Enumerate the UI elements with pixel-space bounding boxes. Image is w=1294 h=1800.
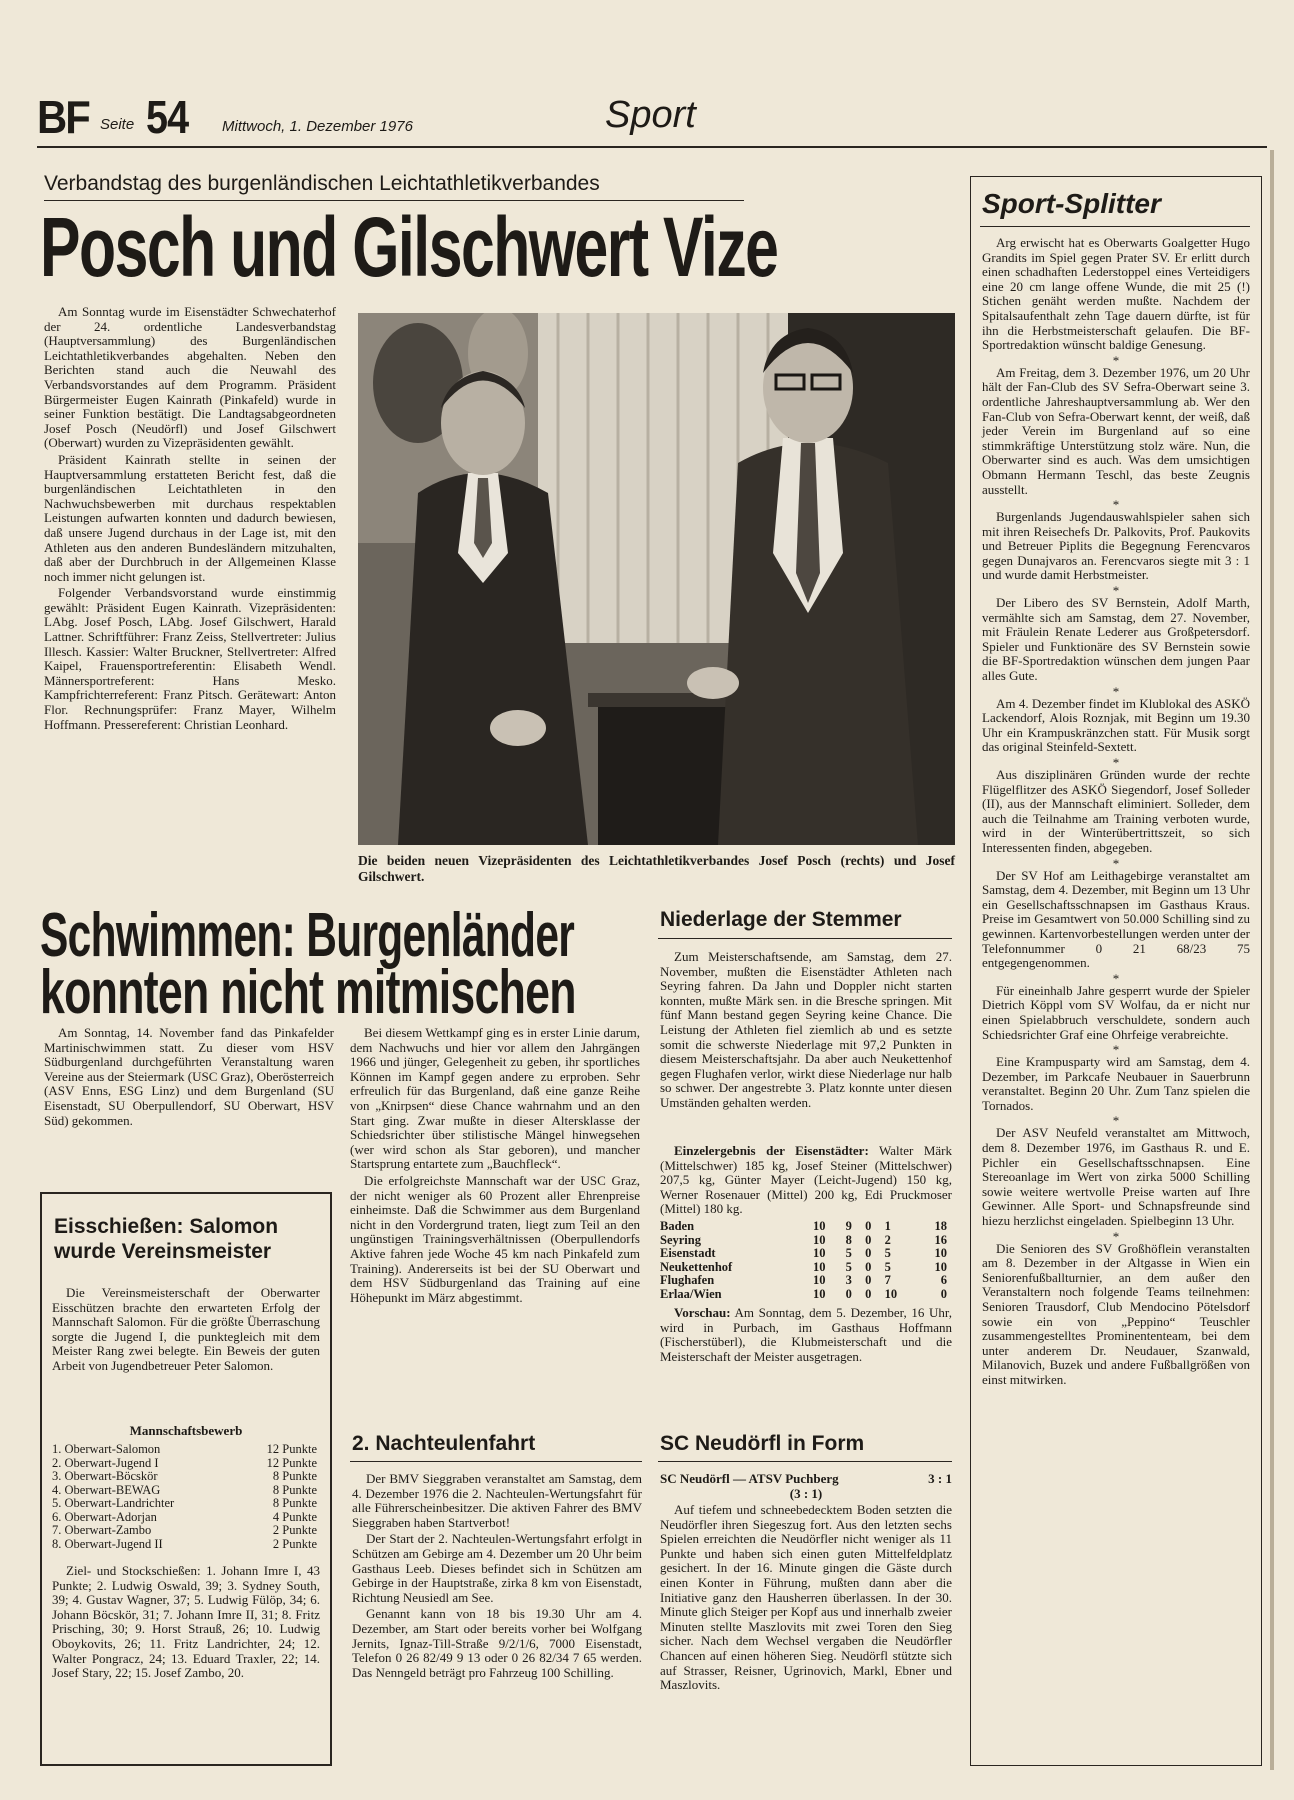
cell: 8 [845,1232,852,1247]
seite-label: Seite [100,116,135,133]
cell: 0 [845,1286,852,1301]
main-paragraph-1: Am Sonntag wurde im Eisenstädter Schwechaterhof der 24. ordentliche Landesverbandstag (Hauptversammlung) des Burgenländischen Leichtathletikverbandes abgehalten. Neben den Berichten stand auch die Neuwahl des Verbandsvorstandes auf dem Programm. Präsident Bürgermeister Eugen Kainrath (Pinkafeld) wurde in seiner Funktion bestätigt. Die Landtagsabgeordneten Josef Posch (Neudörfl) und Josef Gilschwert (Oberwart) wurden zu Vizepräsidenten gewählt. [44,304,336,451]
table-row [660,1234,950,1248]
cell: 6 [940,1273,947,1287]
cell: 1 [884,1219,891,1233]
logo: BF [37,92,89,144]
nachteulen-paragraph-3: Genannt kann von 18 bis 19.30 Uhr am 4. Dezember, am Start oder bereits vorher bei Wolfgang Jernits, Ignaz-Till-Straße 9/2/1/6, 7000 Eisenstadt, Telefon 0 26 82/49 9 13 oder 0 26 82/34 7 65 werden. Das Nenngeld beträgt pro Fahrzeug 100 Schilling. [352,1606,642,1680]
schwimmen-headline-1: Schwimmen: Burgenländer [40,901,575,970]
kicker: Verbandstag des burgenländischen Leichtathletikverbandes [44,172,600,195]
table-row [52,1484,320,1498]
table-row [52,1497,320,1511]
cell: 3 [845,1273,852,1287]
table-row [660,1274,950,1288]
schwimmen-paragraph-1: Am Sonntag, 14. November fand das Pinkafelder Martinischwimmen statt. Zu dieser vom HSV Südburgenland durchgeführten Veranstaltung waren Vereine aus der Steiermark (USC Graz), Oberösterreich (ASV Enns, ESG Linz) und dem Burgenland (SU Eisenstadt, SU Oberpullendorf, SU Oberwart, HSV Süd) gekommen. [44,1025,334,1128]
team-points: 8 Punkte [272,1496,317,1510]
splitter-item: Burgenlands Jugendauswahlspieler sahen sich mit ihren Reisechefs Dr. Palkovits, Prof. Paukovits und Betreuer Piplits die Begegnung Ferencvaros gegen Dunajvaros an. Ferencvaros siegte mit 3 : 1 und wurde damit Herbstmeister. [982,509,1250,583]
cell: 0 [865,1273,872,1287]
table-row [660,1288,950,1302]
team-name: 1. Oberwart-Salomon [52,1442,161,1456]
photo-illustration [358,313,955,845]
team-name: Baden [660,1219,695,1233]
separator-star: * [1112,855,1120,871]
cell: 10 [813,1246,826,1260]
separator-star: * [1112,970,1120,986]
page-number: 54 [146,92,189,144]
main-article-text [44,305,336,734]
main-paragraph-3: Folgender Verbandsvorstand wurde einstimmig gewählt: Präsident Eugen Kainrath. Vizepräsidenten: LAbg. Josef Posch, LAbg. Josef Gilschwert, Harald Lattner. Schriftführer: Franz Zeiss, Stellvertreter: Julius Illesch. Kassier: Walter Bruckner, Stellvertreter: Alfred Kaipel, Frauensportreferentin: Elisabeth Wendl. Männersportreferent: Hans Mesko. Kampfrichterreferent: Franz Pitsch. Gerätewart: Anton Flor. Rechnungsprüfer: Franz Mayer, Wilhelm Hoffmann. Pressereferent: Christian Leonhard. [44,585,336,732]
splitter-item: Eine Krampusparty wird am Samstag, dem 4. Dezember, im Parkcafe Neubauer in Sauerbrunn veranstaltet. Beginn 20 Uhr. Zum Tanz spielen die Tornados. [982,1054,1250,1113]
splitter-item: Arg erwischt hat es Oberwarts Goalgetter Hugo Grandits im Spiel gegen Prater SV. Er erlitt durch einen schadhaften Lederstoppel eines Verteidigers eine 20 cm lange offene Wunde, die mit 25 (!) Stichen genäht werden mußte. Nachdem der Spitalsaufenthalt zehn Tage dauern dürfte, ist für ihn die Herbstmeisterschaft gelaufen. Die BF-Sportredaktion wünscht baldige Genesung. [982,235,1250,353]
cell: 5 [884,1246,891,1260]
neudoerfl-rule [658,1461,952,1462]
result-half: (3 : 1) [789,1485,823,1501]
cell: 10 [813,1259,826,1274]
cell: 10 [934,1259,947,1274]
schwimmen-col-1 [44,1026,334,1130]
separator-star: * [1112,755,1120,770]
neudoerfl-text: Auf tiefem und schneebedecktem Boden setzten die Neudörfler ihren Siegeszug fort. Aus den letzten sechs Spielen erreichten die Neudörfler nicht weniger als 11 Punkte und haben sich einen guten Mittelfeldplatz gesichert. In der 16. Minute gingen die Gäste durch einen Konter in Führung, mußten dann aber die Initiative ganz den Hausherren überlassen. In der 30. Minute glich Steiger per Kopf aus und innerhalb zweier Minuten stellte Maszlovits mit zwei Toren den Sieg sicher. Nach dem Wechsel vergaben die Neudörfler Chancen auf einen höheren Sieg. Neudörfl stützte sich auf Strasser, Reisner, Ugrinovich, Markl, Ebner und Maszlovits. [660,1502,952,1693]
table-row [52,1470,320,1484]
cell: 16 [934,1232,947,1247]
team-name: 2. Oberwart-Jugend I [52,1455,159,1470]
team-name: 7. Oberwart-Zambo [52,1523,152,1537]
splitter-page-edge [1270,150,1274,1770]
team-name: 5. Oberwart-Landrichter [52,1496,175,1510]
separator-star: * [1112,683,1120,699]
splitter-item: Die Senioren des SV Großhöflein veranstalten am 8. Dezember in der Altgasse in Wien ein Seniorenfußballturnier, an dem außer den Veranstaltern noch folgende Teams teilnehmen: Senioren Trausdorf, Club Mendocino Pötelsdorf sowie ein von „Peppino“ Teuschler zusammengestelltes Prominententeam, bei dem unter anderem Dr. Neudauer, Szanwald, Milanovich, Buzek und andere Fußballgrößen von einst mitwirken. [982,1240,1250,1387]
table-row [660,1247,950,1261]
team-points: 4 Punkte [272,1509,317,1524]
splitter-rule [980,226,1250,227]
section-title: Sport [605,94,696,136]
team-name: Seyring [660,1232,701,1247]
splitter-item: Für eineinhalb Jahre gesperrt wurde der Spieler Dietrich Köppl vom SV Wolfau, da er nicht nur einen Spielabbruch verschuldete, sondern auch Schiedsrichter Graf eine Ohrfeige verabreichte. [982,982,1250,1042]
separator-star: * [1112,1113,1120,1129]
team-points: 12 Punkte [266,1455,317,1470]
eisschiessen-table [52,1443,320,1551]
splitter-item: Am 4. Dezember findet im Klublokal des ASKÖ Lackendorf, Alois Roznjak, mit Beginn um 19.30 Uhr ein Krampuskränzchen statt. Für Musik sorgt das original Steinfeld-Sextett. [982,695,1250,755]
splitter-items [982,236,1250,1390]
table-row [660,1261,950,1275]
cell: 0 [865,1259,872,1274]
vorschau-label: Vorschau: [674,1305,731,1320]
cell: 10 [884,1286,898,1301]
team-name: Eisenstadt [660,1246,716,1260]
photo-caption: Die beiden neuen Vizepräsidenten des Leichtathletikverbandes Josef Posch (rechts) und Josef Gilschwert. [358,853,955,884]
splitter-item: Der Libero des SV Bernstein, Adolf Marth, vermählte sich am Samstag, dem 27. November, mit Fräulein Renate Lederer aus Großpetersdorf. Spieler und Funktionäre des SV Bernstein sowie die BF-Sportredaktion wünschen dem jungen Paar alles Gute. [982,595,1250,684]
cell: 10 [813,1219,826,1233]
cell: 7 [884,1273,891,1287]
splitter-item: Der SV Hof am Leithagebirge veranstaltet am Samstag, dem 4. Dezember, mit Beginn um 13 Uhr ein Gesellschaftsschnapsen im Gasthaus Kraus. Preise im Gesamtwert von 50.000 Schilling sind zu gewinnen. Kartenvorbestellungen werden unter der Telefonnummer 0 21 68/23 75 entgegengenommen. [982,867,1250,971]
main-paragraph-2: Präsident Kainrath stellte in seinen der Hauptversammlung erstatteten Bericht fest, daß die burgenländischen Leichtathleten in den Nachwuchsbewerben mit durchaus respektablen Leistungen aufwarten konnten und dadurch bewiesen, daß unsere Jugend durchaus in der Lage ist, mit den Athleten aus den anderen Bundesländern mitzuhalten, daß aber der Durchbruch in der Allgemeinen Klasse noch immer nicht gelungen ist. [44,451,336,584]
splitter-item: Der ASV Neufeld veranstaltet am Mittwoch, dem 8. Dezember 1976, im Gasthaus R. und E. Pichler ein Gesellschaftsschnapsen. Eine Stereoanlage im Wert von zirka 5000 Schilling sowie weitere wertvolle Preise warten auf Ihre Gewinner. Alle Sport- und Schnapsfreunde sind hiezu herzlichst eingeladen. Spielbeginn 13 Uhr. [982,1125,1250,1229]
separator-star: * [1112,352,1120,368]
vorschau-text: Am Sonntag, dem 5. Dezember, 16 Uhr, wird in Purbach, im Gasthaus Hoffmann (Fischerstüberl), die Klubmeisterschaft und die Meisterschaft der Meister ausgetragen. [660,1305,952,1364]
nachteulen-text [352,1472,642,1682]
stemmer-rule [658,938,952,939]
schwimmen-headline-2: konnten nicht mitmischen [40,958,576,1027]
team-name: 4. Oberwart-BEWAG [52,1482,161,1497]
cell: 10 [813,1232,826,1247]
team-name: 8. Oberwart-Jugend II [52,1536,163,1551]
cell: 10 [813,1286,826,1301]
cell: 9 [845,1219,852,1233]
table-row [52,1457,320,1471]
team-name: 6. Oberwart-Adorjan [52,1509,157,1524]
team-name: 3. Oberwart-Böcskör [52,1469,158,1483]
stemmer-vorschau [660,1306,952,1364]
einzel-text: Walter Märk (Mittelschwer) 185 kg, Josef Steiner (Mittelschwer) 207,5 kg, Günter Mayer (Leicht-Jugend) 150 kg, Werner Rosenauer (Mittel) 200 kg, Edi Pruckmoser (Mittel) 180 kg. [660,1143,952,1217]
einzel-label: Einzelergebnis der Eisenstädter: [674,1143,869,1158]
stemmer-einzel [660,1144,952,1217]
nachteulen-paragraph-1: Der BMV Sieggraben veranstaltet am Samstag, dem 4. Dezember 1976 die 2. Nachteulen-Wertungsfahrt für alle Führerscheinbesitzer. Die aktiven Fahrer des BMV Sieggraben haben Startverbot! [352,1471,642,1530]
team-points: 12 Punkte [266,1442,317,1456]
separator-star: * [1112,583,1120,599]
issue-date: Mittwoch, 1. Dezember 1976 [222,118,413,135]
cell: 10 [934,1246,947,1260]
result-score: 3 : 1 [928,1471,952,1486]
table-row [52,1511,320,1525]
cell: 5 [884,1259,891,1274]
cell: 0 [865,1246,872,1260]
separator-star: * [1112,1042,1120,1058]
team-points: 2 Punkte [272,1523,317,1537]
stemmer-text: Zum Meisterschaftsende, am Samstag, dem 27. November, mußten die Eisenstädter Athleten nach Seyring fahren. Da Jahn und Doppler nicht starten konnten, mußte Märk sen. in die Bresche springen. Mit fünf Mann bestand gegen Seyring keine Chance. Die Leistung der Athleten fiel ziemlich ab und es setzte somit die schwerste Niederlage mit 97,2 Punkten in diesem Meisterschaftsjahr. Da aber auch Neukettenhof gegen Flughafen verlor, wirkt diese Niederlage nur halb so schwer. Der angestrebte 3. Platz konnte unter diesen Umständen gehalten werden. [660,949,952,1110]
main-headline: Posch und Gilschwert Vize [40,201,778,295]
cell: 0 [940,1286,947,1301]
separator-star: * [1112,497,1120,513]
table-row [52,1524,320,1538]
schwimmen-paragraph-2: Bei diesem Wettkampf ging es in erster Linie darum, dem Nachwuchs und hier vor allem den Jahrgängen 1966 und jünger, Gelegenheit zu geben, ihr sportliches Können im Kampf gegen andere zu erproben. Sehr erfreulich für das Burgenland, daß eine ganze Reihe von „Knirpsen“ diese Chance wahrnahm und an den Start ging. Zwar mußte in dieser Altersklasse der Schiedsrichter über stilistische Mängel hinwegsehen (wer wird schon als Star geboren), und mancher Startsprung entartete zum „Bauchfleck“. [350,1025,640,1172]
table-row [52,1538,320,1552]
team-name: Erlaa/Wien [660,1286,722,1301]
result-teams: SC Neudörfl — ATSV Puchberg [660,1471,839,1486]
eisschiessen-intro: Die Vereinsmeisterschaft der Oberwarter Eisschützen brachte den erwarteten Erfolg der Mannschaft Salomon. Für die größte Überraschung sorgte die Jugend I, die punktegleich mit dem Meister Rang zwei belegte. Ein Beweis der guten Arbeit von Jugendbetreuer Peter Salomon. [52,1285,320,1373]
nachteulen-rule [350,1461,642,1462]
cell: 0 [865,1232,872,1247]
nachteulen-paragraph-2: Der Start der 2. Nachteulen-Wertungsfahrt erfolgt in Schützen am Gebirge am 4. Dezember um 20 Uhr beim Gasthaus Leeb. Dieses befindet sich in Schützen am Gebirge in der Hauptstraße, zirka 8 km von Eisenstadt, Richtung Neusiedl am See. [352,1531,642,1605]
eisschiessen-ziel: Ziel- und Stockschießen: 1. Johann Imre I, 43 Punkte; 2. Ludwig Oswald, 39; 3. Sydney South, 39; 4. Gustav Wagner, 37; 5. Ludwig Fülöp, 34; 6. Johann Böcskör, 31; 7. Johann Imre II, 31; 8. Fritz Prisching, 30; 9. Horst Strauß, 26; 10. Ludwig Oboykovits, 26; 11. Fritz Landrichter, 24; 12. Walter Pongracz, 24; 13. Eduard Traxler, 22; 14. Josef Stary, 22; 15. Josef Zambo, 20. [52,1563,320,1681]
cell: 5 [845,1246,852,1260]
separator-star: * [1112,1228,1120,1244]
splitter-item: Aus disziplinären Gründen wurde der rechte Flügelflitzer des ASKÖ Siegendorf, Josef Solleder (II), aus der Mannschaft eliminiert. Solleder, dem auch die Teilnahme am Training verboten wurde, wird in der Winterübertrittszeit, so sich Interessenten finden, abgegeben. [982,767,1250,855]
cell: 2 [884,1232,891,1247]
cell: 0 [865,1286,872,1301]
cell: 18 [934,1219,947,1233]
table-row [660,1220,950,1234]
team-points: 2 Punkte [272,1536,317,1551]
stemmer-table [660,1220,950,1301]
eisschiessen-table-title: Mannschaftsbewerb [129,1423,243,1438]
team-points: 8 Punkte [272,1469,317,1483]
neudoerfl-result [660,1472,952,1501]
splitter-headline: Sport-Splitter [982,188,1161,219]
cell: 5 [845,1259,852,1274]
masthead-rule [37,146,1267,148]
stemmer-headline: Niederlage der Stemmer [660,908,902,931]
table-row [52,1443,320,1457]
eisschiessen-headline: Eisschießen: Salomon wurde Vereinsmeister [54,1215,279,1263]
schwimmen-col-2 [350,1026,640,1307]
schwimmen-paragraph-3: Die erfolgreichste Mannschaft war der USC Graz, der nicht weniger als 60 Prozent aller Ehrenpreise einheimste. Daß die Schwimmer aus dem Burgenland nicht in den Vordergrund traten, liegt zum Teil an den ungünstigen Trainingsverhältnissen (Oberpullendorfs Aktive fahren jede Woche 45 km nach Pinkafeld zum Training). Andererseits ist bei der SU Oberwart und dem HSV Südburgenland das Training auf eine Höhepunkt im März abgestimmt. [350,1172,640,1305]
team-points: 8 Punkte [272,1482,317,1497]
nachteulen-headline: 2. Nachteulenfahrt [352,1432,536,1455]
neudoerfl-headline: SC Neudörfl in Form [660,1432,865,1455]
splitter-item: Am Freitag, dem 3. Dezember 1976, um 20 Uhr hält der Fan-Club des SV Sefra-Oberwart seine 3. ordentliche Jahreshauptversammlung ab. Wer den Fan-Club von Sefra-Oberwart kennt, der weiß, daß jeder Verein im Burgenland auf so eine stimmkräftige Unterstützung stolz wäre. Nun, die Oberwarter sind es auch. Was dem umsichtigen Obmann Hermann Teschl, das beste Zeugnis ausstellt. [982,364,1250,497]
cell: 10 [813,1273,826,1287]
main-photo [358,313,955,845]
cell: 0 [865,1219,872,1233]
team-name: Neukettenhof [660,1259,733,1274]
team-name: Flughafen [660,1273,715,1287]
